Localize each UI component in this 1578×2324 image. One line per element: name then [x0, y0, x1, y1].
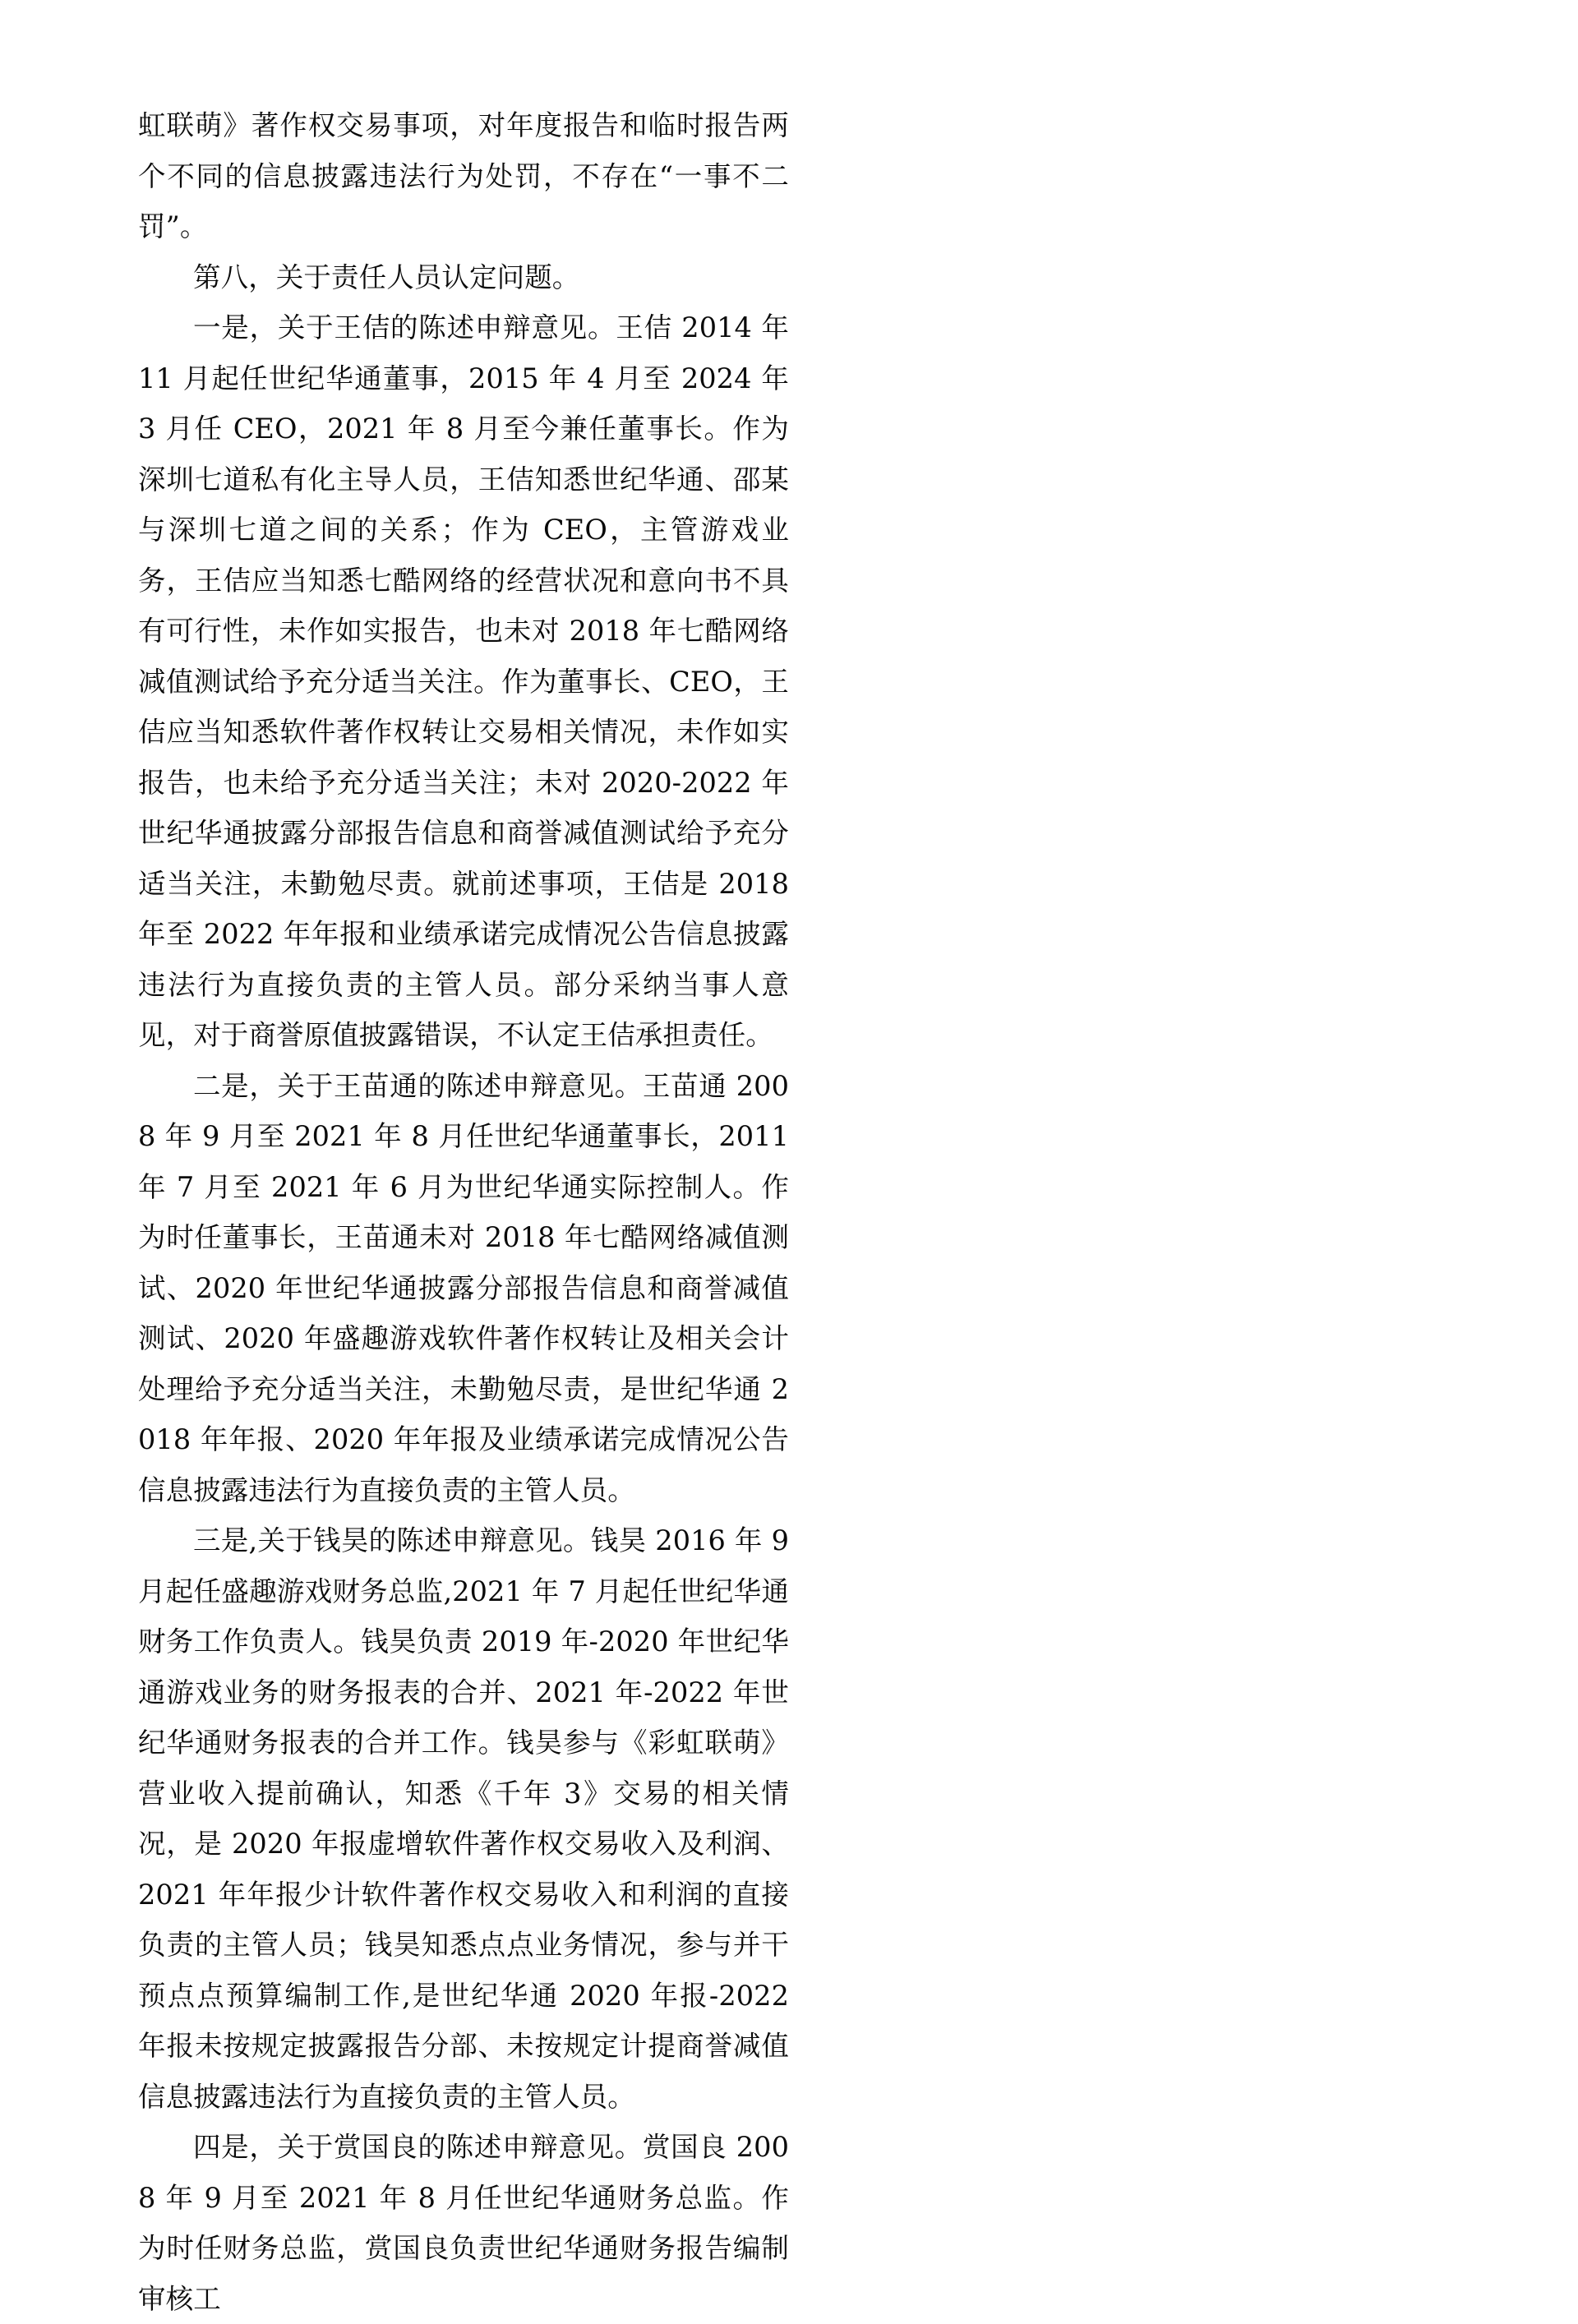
paragraph-continued-top: 虹联萌》著作权交易事项，对年度报告和临时报告两个不同的信息披露违法行为处罚，不存在“一事不二罚”。 [138, 109, 789, 242]
paragraph-section-8-heading: 第八，关于责任人员认定问题。 [193, 261, 580, 293]
paragraph-shang-guoliang: 四是，关于赏国良的陈述申辩意见。赏国良 2008 年 9 月至 2021 年 8 月任世纪华通财务总监。作为时任财务总监，赏国良负责世纪华通财务报告编制审核工 [138, 2131, 789, 2315]
paragraph-wang-miaotong: 二是，关于王苗通的陈述申辩意见。王苗通 2008 年 9 月至 2021 年 8 月任世纪华通董事长，2011 年 7 月至 2021 年 6 月为世纪华通实际控制人。作为时任董事长，王苗通未对 2018 年七酷网络减值测试、2020 年世纪华通披露分部报告信息和商誉减值测试、2020 年盛趣游戏软件著作权转让及相关会计处理给予充分适当关注，未勤勉尽责，是世纪华通 2018 年年报、2020 年年报及业绩承诺完成情况公告信息披露违法行为直接负责的主管人员。 [138, 1069, 789, 1506]
paragraph-wang-ji: 一是，关于王佶的陈述申辩意见。王佶 2014 年 11 月起任世纪华通董事，2015 年 4 月至 2024 年 3 月任 CEO，2021 年 8 月至今兼任董事长。作为深圳七道私有化主导人员，王佶知悉世纪华通、邵某与深圳七道之间的关系；作为 CEO，主管游戏业务，王佶应当知悉七酷网络的经营状况和意向书不具有可行性，未作如实报告，也未对 2018 年七酷网络减值测试给予充分适当关注。作为董事长、CEO，王佶应当知悉软件著作权转让交易相关情况，未作如实报告，也未给予充分适当关注；未对 2020-2022 年世纪华通披露分部报告信息和商誉减值测试给予充分适当关注，未勤勉尽责。就前述事项，王佶是 2018 年至 2022 年年报和业绩承诺完成情况公告信息披露违法行为直接负责的主管人员。部分采纳当事人意见，对于商誉原值披露错误，不认定王佶承担责任。 [138, 311, 789, 1051]
text-column [138, 100, 789, 2324]
paragraph-qian-hao: 三是,关于钱昊的陈述申辩意见。钱昊 2016 年 9 月起任盛趣游戏财务总监,2021 年 7 月起任世纪华通财务工作负责人。钱昊负责 2019 年-2020 年世纪华通游戏业务的财务报表的合并、2021 年-2022 年世纪华通财务报表的合并工作。钱昊参与《彩虹联萌》营业收入提前确认，知悉《千年 3》交易的相关情况，是 2020 年报虚增软件著作权交易收入及利润、2021 年年报少计软件著作权交易收入和利润的直接负责的主管人员；钱昊知悉点点业务情况，参与并干预点点预算编制工作,是世纪华通 2020 年报-2022 年报未按规定披露报告分部、未按规定计提商誉减值信息披露违法行为直接负责的主管人员。 [138, 1524, 789, 2113]
